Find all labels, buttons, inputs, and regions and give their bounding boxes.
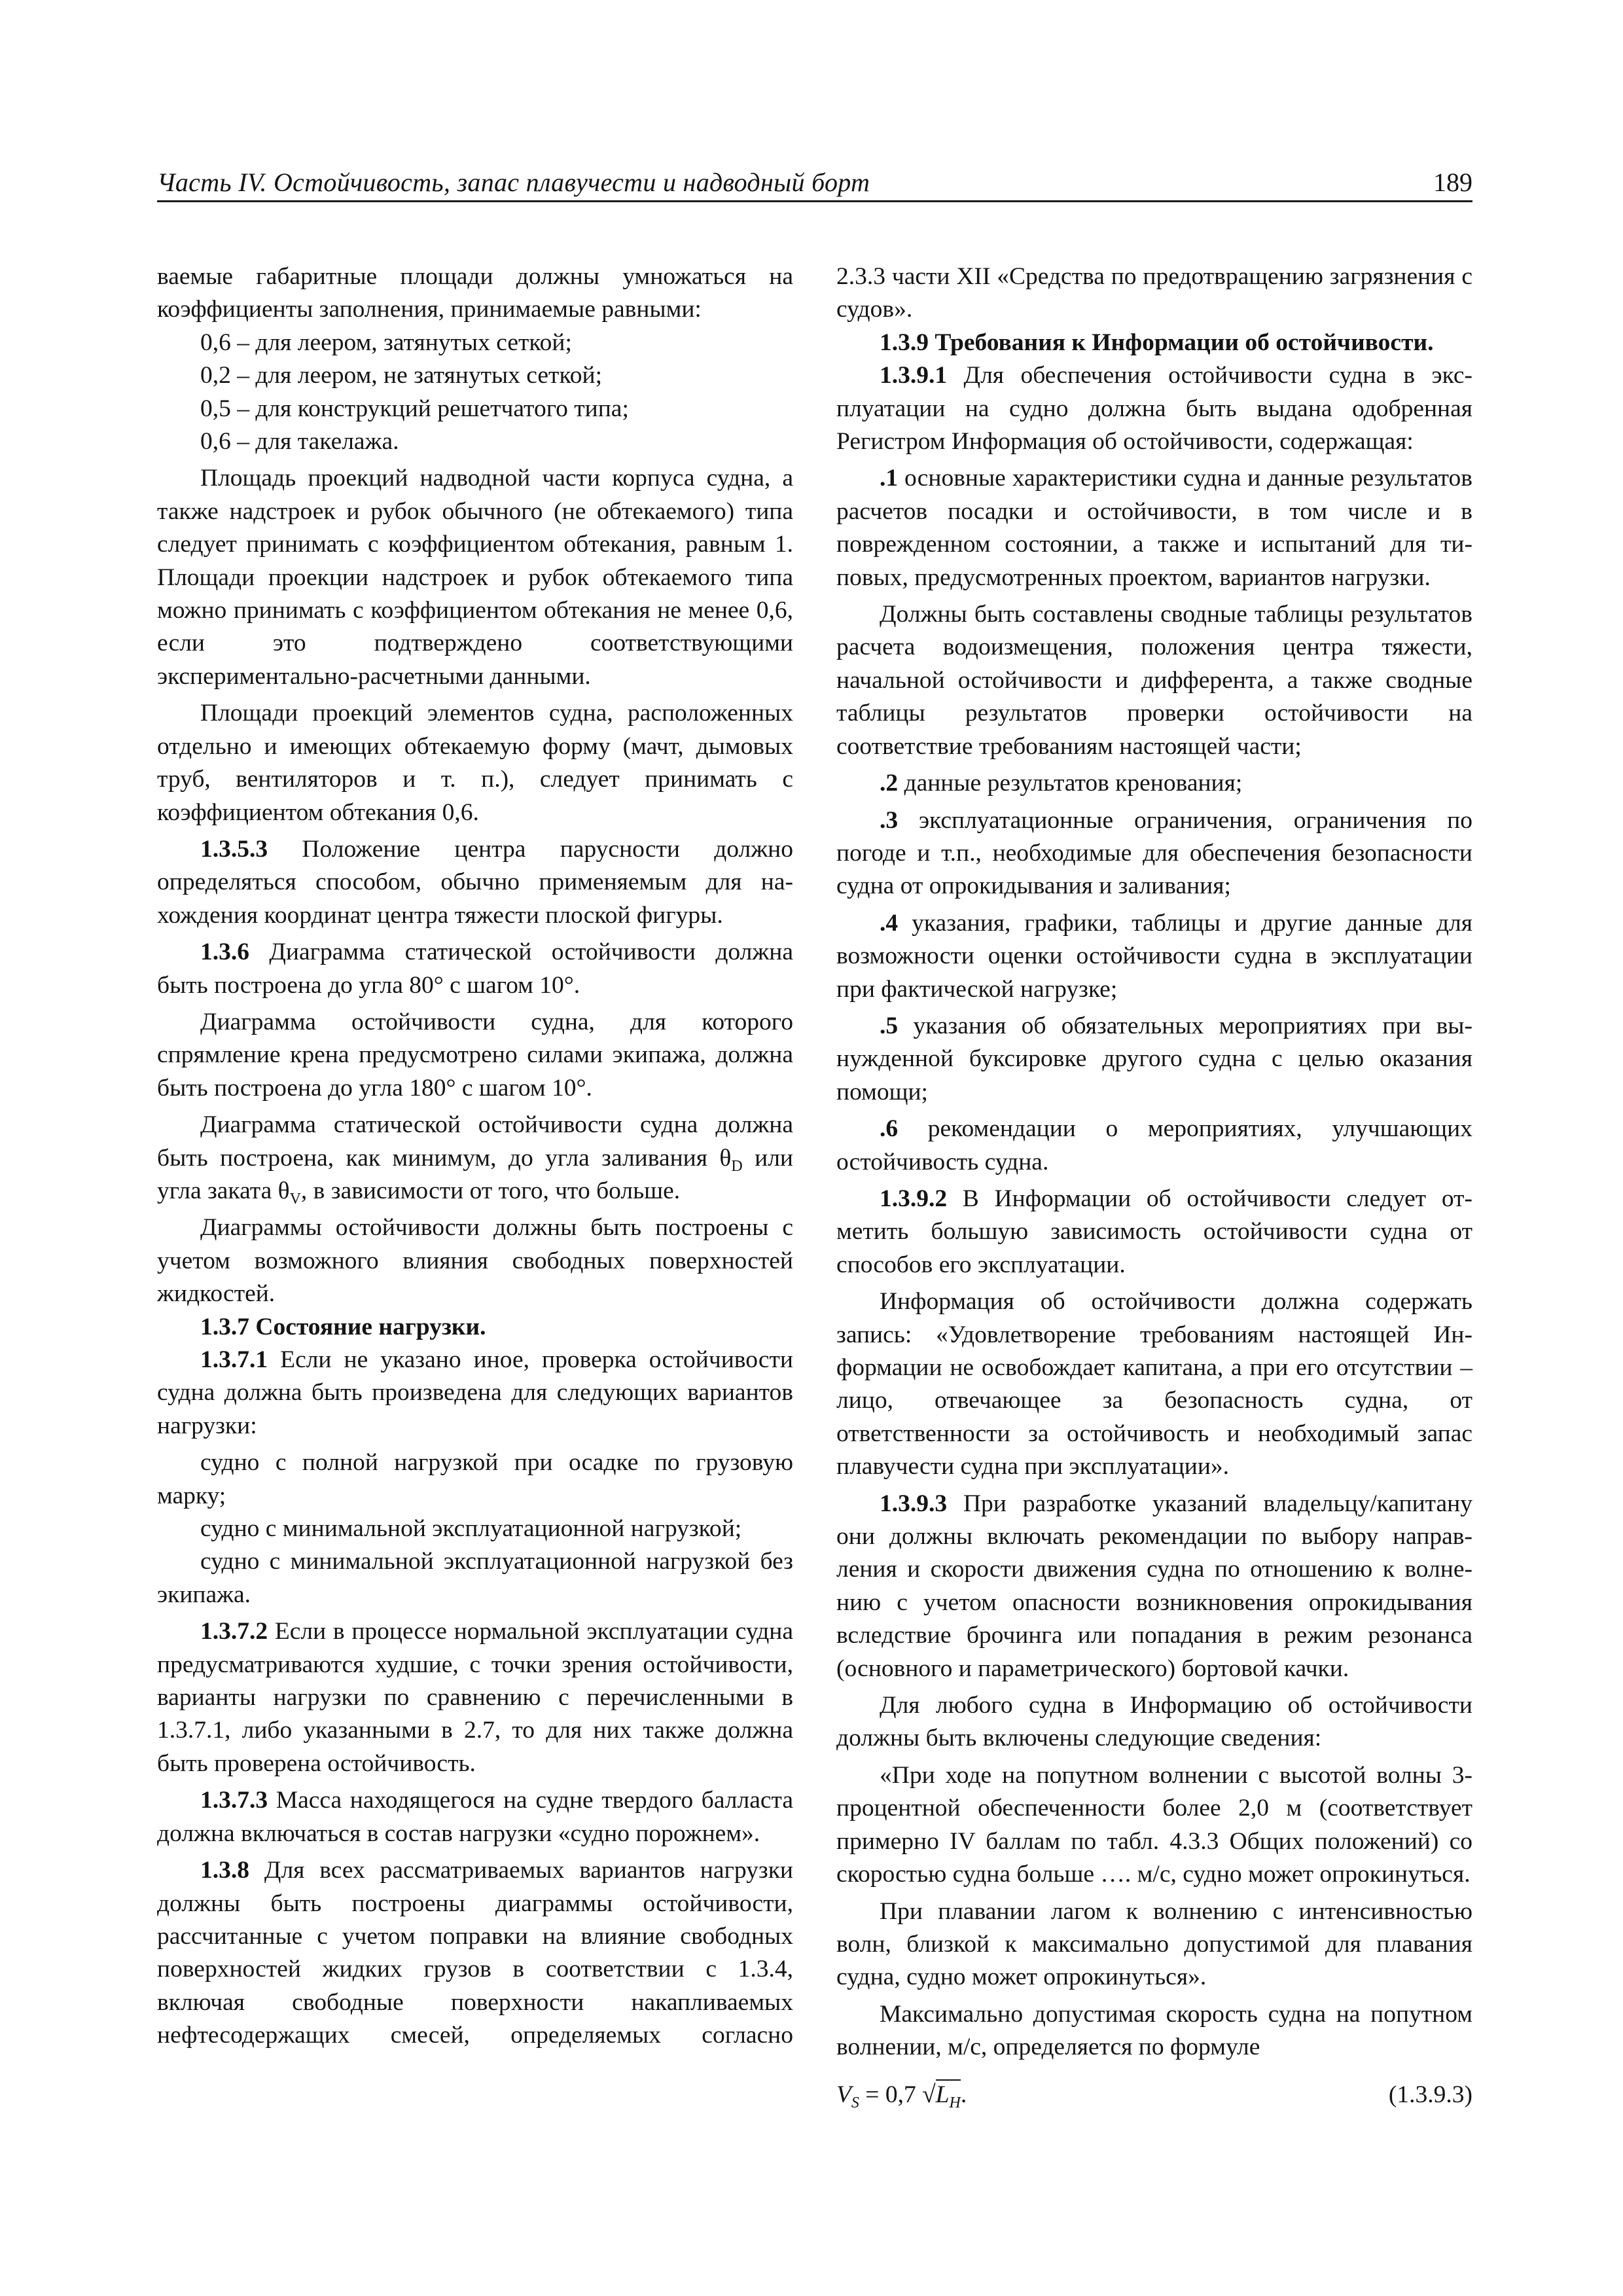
list-item: 0,2 – для леером, не затянутых сеткой; bbox=[200, 362, 602, 389]
section-1-3-9-2 bbox=[836, 1183, 1472, 1282]
section-number: 1.3.6 bbox=[200, 939, 249, 966]
paragraph: 2.3.3 части XII «Средства по предотвращению загрязнения с судов». bbox=[836, 263, 1472, 323]
section-text: Если в процессе нормальной эксплуатации судна предусматриваются худшие, с точки зрения остойчивости, варианты нагрузки по сравнению с перечисленными в 1.3.7.1, либо указанными в 2.7, то для них также должна быть проверена остойчивость. bbox=[157, 1618, 793, 1777]
item-text: рекомендации о мероприятиях, улучшающих остойчивость судна. bbox=[836, 1115, 1472, 1175]
subscript: S bbox=[851, 2094, 859, 2111]
section-heading-1-3-7: 1.3.7 Состояние нагрузки. bbox=[200, 1313, 486, 1340]
page-number: 189 bbox=[1433, 168, 1472, 197]
section-number: 1.3.8 bbox=[200, 1857, 249, 1884]
list-item: 0,5 – для конструкций решетчатого типа; bbox=[200, 395, 629, 422]
paragraph: Должны быть составлены сводные таблицы результатов расчета водоизмещения, положения центра тяжести, начальной остойчивости и дифферента, а также сводные таблицы результатов проверки остойчивости на соответствие требованиям настоящей части; bbox=[836, 601, 1472, 760]
list-item-4 bbox=[836, 907, 1472, 1006]
left-column bbox=[157, 260, 793, 2053]
section-1-3-7-2 bbox=[157, 1615, 793, 1780]
item-number: .5 bbox=[880, 1012, 899, 1039]
section-number: 1.3.9.1 bbox=[880, 362, 948, 389]
section-number: 1.3.7.2 bbox=[200, 1618, 268, 1645]
item-text: эксплуатационные ограничения, ограничения по погоде и т.п., необходимые для обеспечения безопасности судна от опрокидывания и заливания; bbox=[836, 806, 1472, 900]
section-1-3-9-3 bbox=[836, 1488, 1472, 1685]
list-item: 0,6 – для такелажа. bbox=[200, 428, 399, 456]
section-text: При разработке указаний владельцу/капитану они должны включать рекомендации по выбору направления и скорости движения судна по отношению к волнению с учетом опасности возникновения опрокидывания вследствие брочинга или попадания в режим резонанса (основного и параметрического) бортовой качки. bbox=[836, 1490, 1472, 1682]
section-number: 1.3.9.3 bbox=[880, 1490, 948, 1517]
section-1-3-6 bbox=[157, 936, 793, 1002]
section-number: 1.3.5.3 bbox=[200, 835, 268, 863]
item-number: .1 bbox=[880, 465, 899, 492]
section-number: 1.3.7.1 bbox=[200, 1346, 268, 1373]
paragraph: Максимально допустимая скорость судна на попутном волнении, м/с, определяется по формуле bbox=[836, 2000, 1472, 2061]
section-1-3-9-1 bbox=[836, 359, 1472, 458]
paragraph: Площадь проекций надводной части корпуса судна, а также надстроек и рубок обычного (не обтекаемого) типа следует принимать с коэффициентом обтекания, равным 1. Площади проекции надстроек и рубок обтекаемого типа можно принимать с коэффициентом обтекания не менее 0,6, если это подтверждено соответствующими экспериментально-расчетными данными. bbox=[157, 465, 793, 690]
quote: При плавании лагом к волнению с интенсивностью волн, близкой к максимально допустимой для плавания судна, судно может опрокинуться». bbox=[836, 1897, 1472, 1991]
section-text: Если не указано иное, проверка остойчивости судна должна быть произведена для следующих вариантов нагрузки: bbox=[157, 1346, 793, 1439]
formula-1-3-9-3 bbox=[836, 2079, 1472, 2118]
list-item-1 bbox=[836, 462, 1472, 594]
list-item-3 bbox=[836, 804, 1472, 903]
right-column bbox=[836, 260, 1472, 2118]
subscript: D bbox=[731, 1157, 743, 1175]
formula-expression: $V_S = 0,7$ $√L_H$. bbox=[836, 2079, 967, 2111]
sqrt-radicand: $L_H$ bbox=[936, 2079, 961, 2108]
list-item: 0,6 – для леером, затянутых сеткой; bbox=[200, 329, 572, 356]
loading-variant: судно с минимальной эксплуатационной нагрузкой без экипажа. bbox=[157, 1548, 793, 1608]
item-text: указания об обязательных мероприятиях при вынужденной буксировке другого судна с целью оказания помощи; bbox=[836, 1012, 1472, 1105]
paragraph: ваемые габаритные площади должны умножаться на коэффициенты заполнения, принимаемые равными: bbox=[157, 263, 793, 323]
section-text: Диаграмма статической остойчивости должна быть построена до угла 80° с шагом 10°. bbox=[157, 939, 793, 999]
list-item-2 bbox=[836, 767, 1472, 800]
quote: «При ходе на попутном волнении с высотой волны 3-процентной обеспеченности более 2,0 м (соответствует примерно IV баллам по табл. 4.3.3 Общих положений) со скоростью судна больше …. м/с, судно может опрокинуться. bbox=[836, 1761, 1472, 1888]
subscript: V bbox=[289, 1190, 301, 1208]
paragraph: Диаграмма остойчивости судна, для которого спрямление крена предусмотрено силами экипажа, должна быть построена до угла 180° с шагом 10°. bbox=[157, 1008, 793, 1102]
subscript: H bbox=[949, 2094, 961, 2111]
item-number: .4 bbox=[880, 909, 899, 937]
item-text: указания, графики, таблицы и другие данные для возможности оценки остойчивости судна в эксплуатации при фактической нагрузке; bbox=[836, 909, 1472, 1003]
paragraph: Для любого судна в Информацию об остойчивости должны быть включены следующие сведения: bbox=[836, 1692, 1472, 1752]
section-text: Положение центра парусности должно определяться способом, обычно применяемым для нахождения координат центра тяжести плоской фигуры. bbox=[157, 835, 793, 929]
section-text: В Информации об остойчивости следует отметить большую зависимость остойчивости судна от способов его эксплуатации. bbox=[836, 1185, 1472, 1278]
running-title: Часть IV. Остойчивость, запас плавучести и надводный борт bbox=[157, 168, 870, 197]
section-text: Для обеспечения остойчивости судна в эксплуатации на судно должна быть выдана одобренная Регистром Информация об остойчивости, содержащая: bbox=[836, 362, 1472, 456]
section-text: Масса находящегося на судне твердого балласта должна включаться в состав нагрузки «судно порожнем». bbox=[157, 1787, 793, 1847]
section-heading-1-3-9: 1.3.9 Требования к Информации об остойчивости. bbox=[880, 329, 1434, 356]
page-header bbox=[157, 154, 1472, 202]
section-1-3-5-3 bbox=[157, 833, 793, 932]
list-item-5 bbox=[836, 1010, 1472, 1109]
section-1-3-7-3 bbox=[157, 1784, 793, 1850]
item-number: .3 bbox=[880, 806, 899, 834]
equation-number: (1.3.9.3) bbox=[1388, 2081, 1472, 2108]
item-text: данные результатов кренования; bbox=[898, 770, 1243, 797]
section-number: 1.3.9.2 bbox=[880, 1185, 948, 1212]
list-item-6 bbox=[836, 1113, 1472, 1179]
item-text: основные характеристики судна и данные результатов расчетов посадки и остойчивости, в том числе и в поврежденном состоянии, а также и испытаний для типовых, предусмотренных проектом, вариантов нагрузки. bbox=[836, 465, 1472, 591]
paragraph: Диаграммы остойчивости должны быть построены с учетом возможного влияния свободных поверхностей жидкостей. bbox=[157, 1214, 793, 1308]
loading-variant: судно с полной нагрузкой при осадке по грузовую марку; bbox=[157, 1449, 793, 1509]
loading-variant: судно с минимальной эксплуатационной нагрузкой; bbox=[200, 1515, 742, 1543]
item-number: .2 bbox=[880, 770, 899, 797]
paragraph: Информация об остойчивости должна содержать запись: «Удовлетворение требованиям настоящей Информации не освобождает капитана, а при его отсутствии – лицо, отвечающее за безопасность судна, от ответственности за остойчивость и необходимый запас плавучести судна при эксплуатации». bbox=[836, 1288, 1472, 1480]
section-number: 1.3.7.3 bbox=[200, 1787, 268, 1814]
section-text: Для всех рассматриваемых вариантов нагрузки должны быть построены диаграммы остойчивости, рассчитанные с учетом поправки на влияние свободных поверхностей жидких грузов в соответствии с 1.3.4, включая свободные поверхности накапливаемых нефтесодержащих смесей, определяемых согласно bbox=[157, 1857, 793, 2049]
paragraph: Площади проекций элементов судна, расположенных отдельно и имеющих обтекаемую форму (мачт, дымовых труб, вентиляторов и т. п.), следует принимать с коэффициентом обтекания 0,6. bbox=[157, 700, 793, 826]
section-1-3-8 bbox=[157, 1854, 793, 2052]
paragraph-flooding-angle: Диаграмма статической остойчивости судна должна быть построена, как минимум, до угла заливания $\theta_D$ или угла заката $\theta_V$, в зависимости от того, что больше. bbox=[157, 1111, 793, 1208]
item-number: .6 bbox=[880, 1115, 899, 1143]
section-1-3-7-1 bbox=[157, 1344, 793, 1443]
